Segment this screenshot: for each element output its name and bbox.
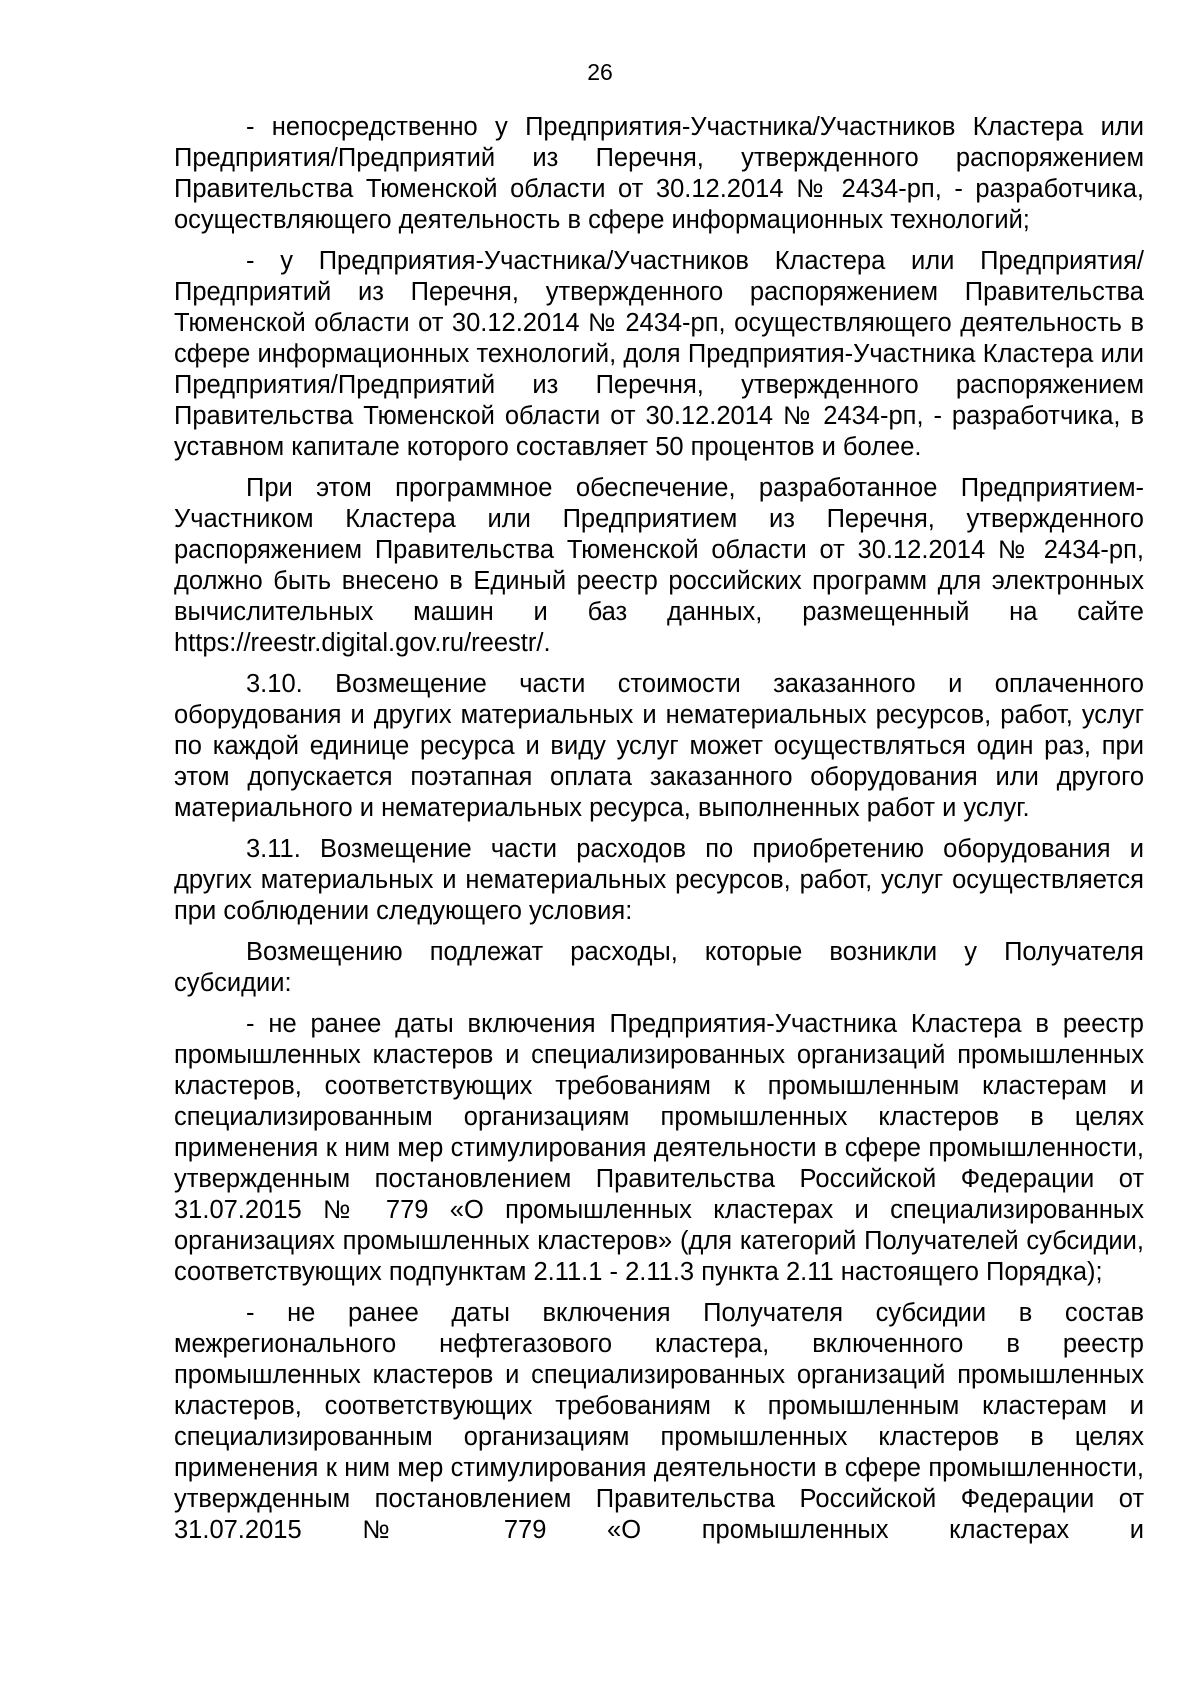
paragraph-3-11: 3.11. Возмещение части расходов по приобретению оборудования и других материальных и нематериальных ресурсов, работ, услуг осуществляется при соблюдении следующего условия: — [174, 835, 1144, 925]
document-body — [174, 112, 1144, 1556]
paragraph-developer-share: - у Предприятия-Участника/Участников Кластера или Предприятия/Предприятий из Перечня, утвержденного распоряжением Правительства Тюменской области от 30.12.2014 № 2434-рп, осуществляющего деятельность в сфере информационных технологий, доля Предприятия-Участника Кластера или Предприятия/Предприятий из Перечня, утвержденного распоряжением Правительства Тюменской области от 30.12.2014 № 2434-рп, - разработчика, в уставном капитале которого составляет 50 процентов и более. — [174, 247, 1144, 461]
paragraph-software-registry: При этом программное обеспечение, разработанное Предприятием-Участником Кластера или Предприятием из Перечня, утвержденного распоряжением Правительства Тюменской области от 30.12.2014 № 2434-рп, должно быть внесено в Единый реестр российских программ для электронных вычислительных машин и баз данных, размещенный на сайте https://reestr.digital.gov.ru/reestr/. — [174, 474, 1144, 657]
paragraph-developer-direct: - непосредственно у Предприятия-Участника/Участников Кластера или Предприятия/Предприятий из Перечня, утвержденного распоряжением Правительства Тюменской области от 30.12.2014 № 2434-рп, - разработчика, осуществляющего деятельность в сфере информационных технологий; — [174, 113, 1144, 234]
paragraph-cluster-registry-date: - не ранее даты включения Предприятия-Участника Кластера в реестр промышленных кластеров и специализированных организаций промышленных кластеров, соответствующих требованиям к промышленным кластерам и специализированным организациям промышленных кластеров в целях применения к ним мер стимулирования деятельности в сфере промышленности, утвержденным постановлением Правительства Российской Федерации от 31.07.2015 № 779 «О промышленных кластерах и специализированных организациях промышленных кластеров» (для категорий Получателей субсидии, соответствующих подпунктам 2.11.1 - 2.11.3 пункта 2.11 настоящего Порядка); — [174, 1010, 1144, 1286]
paragraph-reimbursable-expenses: Возмещению подлежат расходы, которые возникли у Получателя субсидии: — [174, 938, 1144, 997]
paragraph-3-10: 3.10. Возмещение части стоимости заказанного и оплаченного оборудования и других материальных и нематериальных ресурсов, работ, услуг по каждой единице ресурса и виду услуг может осуществляться один раз, при этом допускается поэтапная оплата заказанного оборудования или другого материального и нематериальных ресурса, выполненных работ и услуг. — [174, 670, 1144, 822]
paragraph-oil-gas-cluster-date: - не ранее даты включения Получателя субсидии в состав межрегионального нефтегазового кластера, включенного в реестр промышленных кластеров и специализированных организаций промышленных кластеров, соответствующих требованиям к промышленным кластерам и специализированным организациям промышленных кластеров в целях применения к ним мер стимулирования деятельности в сфере промышленности, утвержденным постановлением Правительства Российской Федерации от 31.07.2015 № 779 «О промышленных кластерах и — [174, 1299, 1144, 1544]
page-number: 26 — [587, 59, 613, 85]
